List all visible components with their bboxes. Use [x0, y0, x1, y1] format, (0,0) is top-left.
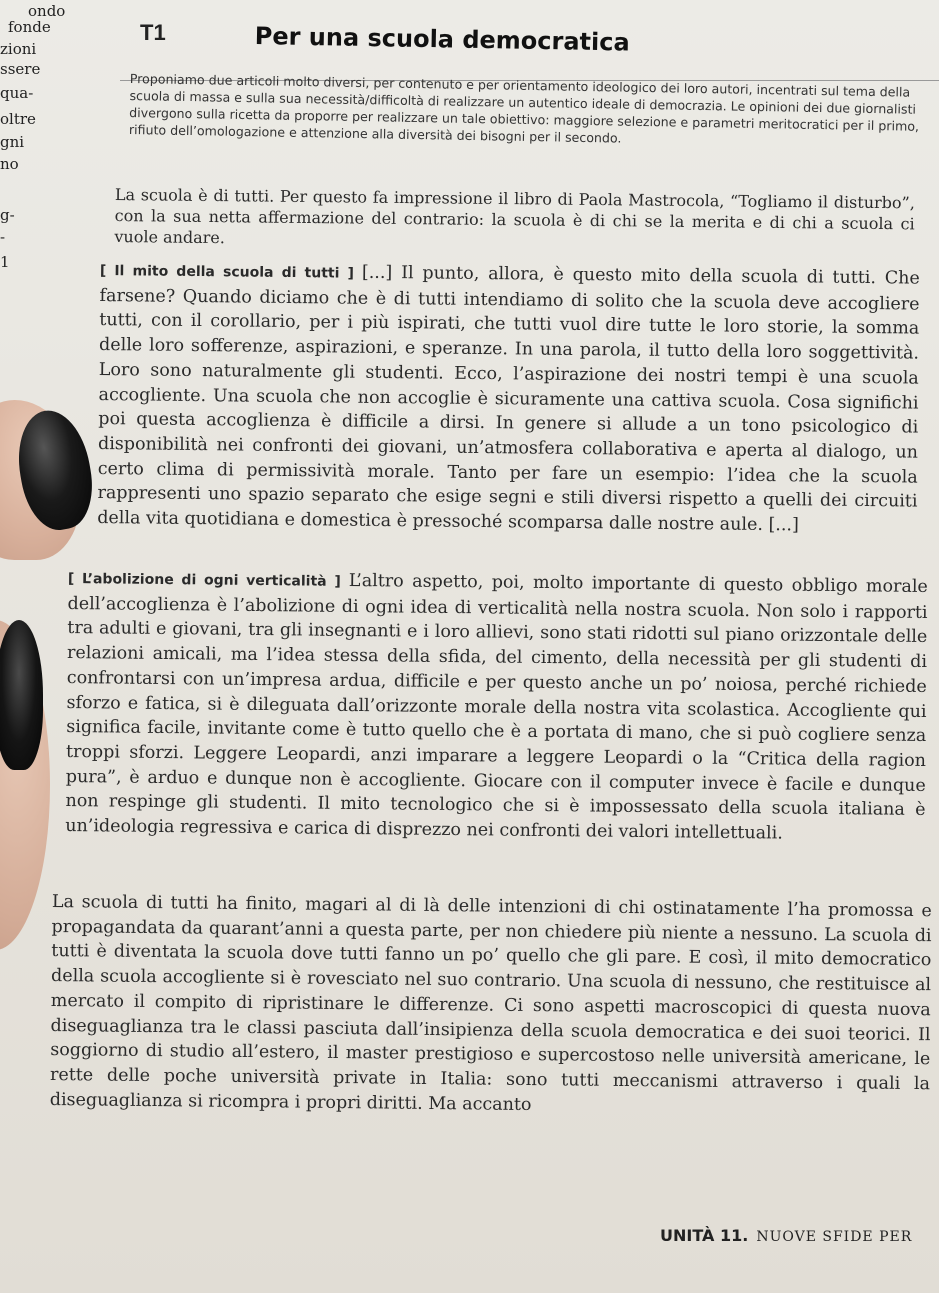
running-footer — [660, 1226, 912, 1245]
section-text: [...] Il punto, allora, è questo mito della scuola di tutti. Che farsene? Quando diciamo che è di tutti intendiamo di solito che la scuola deve accogliere tutti, con il corollario, per i più ispirati, che tutti vuol dire tutte le loro storie, la somma delle loro sofferenze, aspirazioni, e speranze. In una parola, il tutto della loro soggettività. Loro sono naturalmente gli studenti. Ecco, l’aspirazione dei nostri tempi è una scuola accogliente. Una scuola che non accoglie è sicuramente una cattiva scuola. Cosa significhi poi questa accoglienza è difficile a dirsi. In genere si allude a un tono psicologico di disponibilità nei confronti dei giovani, un’atmosfera collaborativa e aperta al dialogo, un certo clima di permissività morale. Tanto per fare un esempio: l’idea che la scuola rappresenti uno spazio separato che esige segni e stili diversi rispetto a quelli dei circuiti della vita quotidiana e domestica è pressoché scomparsa dalle nostre aule. [...] — [97, 262, 920, 536]
lead-paragraph — [114, 184, 915, 255]
margin-fragment: zioni — [0, 40, 37, 58]
margin-fragment: - — [0, 228, 6, 246]
unit-section-title: NUOVE SFIDE PER — [756, 1229, 913, 1245]
page-title: Per una scuola democratica — [254, 22, 630, 57]
margin-fragment: no — [0, 155, 19, 173]
closing-paragraph — [50, 890, 932, 1122]
intro-paragraph — [129, 70, 920, 152]
margin-fragment: qua- — [0, 84, 34, 102]
margin-fragment: g- — [0, 206, 15, 224]
fingernail — [0, 620, 43, 770]
text-number-label: T1 — [140, 20, 166, 45]
margin-fragment: ssere — [0, 60, 41, 78]
section-verticalita — [65, 566, 928, 848]
lead-text: La scuola è di tutti. Per questo fa impressione il libro di Paola Mastrocola, “Togliamo il disturbo”, con la sua netta affermazione del contrario: la scuola è di chi se la merita e di chi a scuola ci vuole andare. — [114, 184, 915, 248]
section-text: L’altro aspetto, poi, molto importante di questo obbligo morale dell’accoglienza è l’abolizione di ogni idea di verticalità nella nostra scuola. Non solo i rapporti tra adulti e giovani, tra gli insegnanti e i loro allievi, sono stati ridotti sul piano orizzontale delle relazioni amicali, ma l’idea stessa della sfida, del cimento, della necessità per gli studenti di confrontarsi con un’impresa ardua, difficile e per questo anche un po’ noiosa, perché richiede sforzo e fatica, si è dileguata dall’orizzonte morale della nostra vita scolastica. Accogliente qui significa facile, invitante come è tutto quello che è a portata di mano, che si può cogliere senza troppi sforzi. Leggere Leopardi, anzi imparare a leggere Leopardi o la “Critica della ragion pura”, è arduo e dunque non è accogliente. Giocare con il computer invece è facile e dunque non respinge gli studenti. Il mito tecnologico che si è impossessato della scuola italiana è un’ideologia regressiva e carica di disprezzo nei confronti dei valori intellettuali. — [65, 570, 928, 844]
section-mito — [97, 258, 920, 539]
section-heading: [ Il mito della scuola di tutti ] — [99, 262, 355, 282]
intro-text: Proponiamo due articoli molto diversi, per contenuto e per orientamento ideologico dei loro autori, incentrati sul tema della scuola di massa e sulla sua necessità/difficoltà di realizzare un autentico ideale di democrazia. Le opinioni dei due giornalisti divergono sulla ricetta da proporre per realizzare un tale obiettivo: maggiore selezione e parametri meritocratici per il primo, rifiuto dell’omologazione e attenzione alla diversità dei bisogni per il secondo. — [128, 70, 920, 146]
margin-fragment: oltre — [0, 110, 36, 128]
section-heading: [ L’abolizione di ogni verticalità ] — [67, 570, 341, 590]
unit-label: UNITÀ 11. — [660, 1226, 749, 1245]
margin-fragment: fonde — [8, 18, 51, 36]
closing-text: La scuola di tutti ha finito, magari al di là delle intenzioni di chi ostinatamente l’ha promossa e propagandata da quarant’anni a questa parte, per non chiedere più niente a nessuno. La scuola di tutti è diventata la scuola dove tutti fanno un po’ quello che gli pare. E così, il mito democratico della scuola accogliente si è rovesciato nel suo contrario. Una scuola di nessuno, che restituisce al mercato il compito di ripristinare le differenze. Ci sono aspetti macroscopici di questa nuova diseguaglianza tra le classi pasciuta dall’insipienza della scuola democratica e dei suoi teorici. Il soggiorno di studio all’estero, il master prestigioso e supercostoso nelle università americane, le rette delle poche università private in Italia: sono tutti meccanismi attraverso i quali la diseguaglianza si ricompra i propri diritti. Ma accanto — [49, 891, 932, 1115]
margin-fragment: gni — [0, 133, 25, 151]
margin-fragment: ondo — [28, 2, 66, 20]
margin-fragment: 1 — [0, 253, 10, 271]
